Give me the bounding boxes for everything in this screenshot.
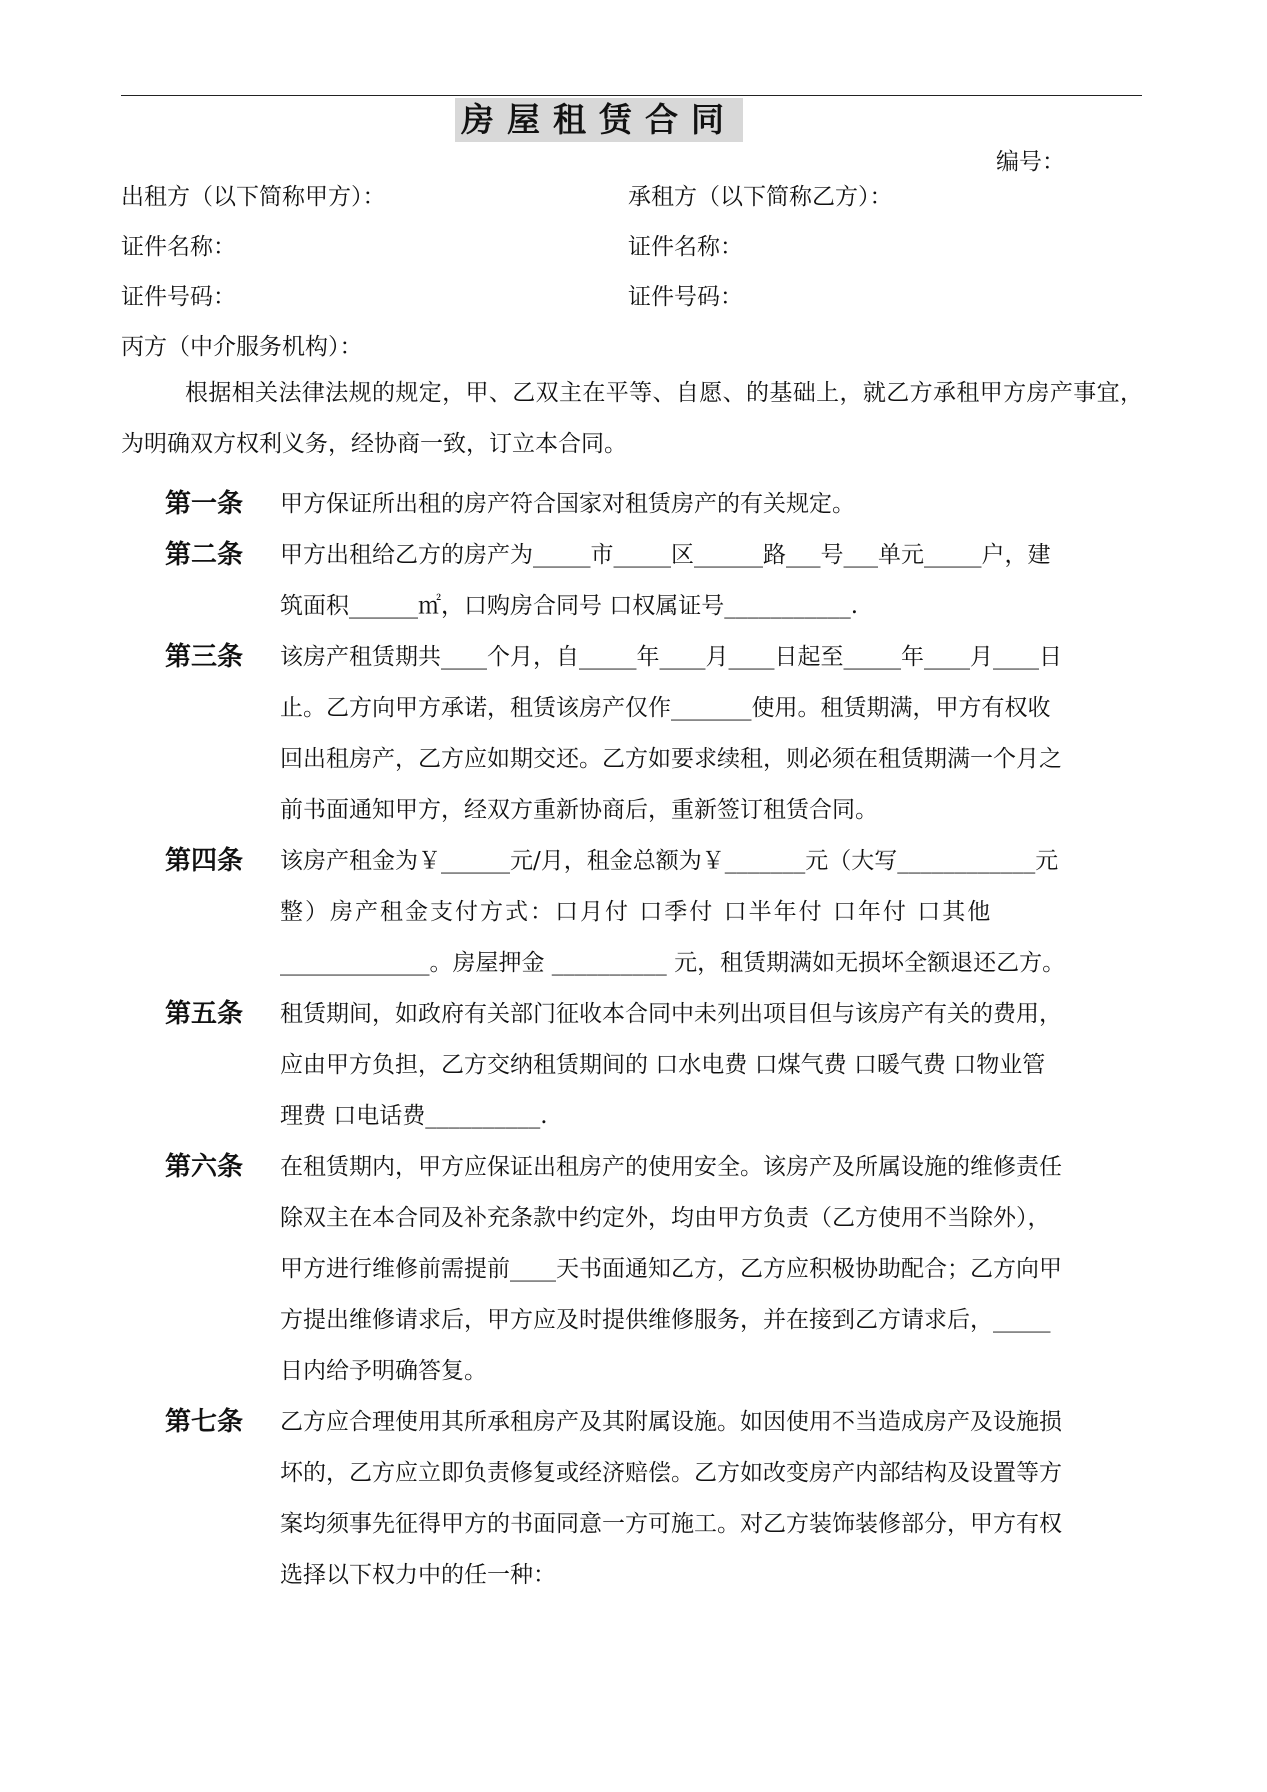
article-line: 在租赁期内，甲方应保证出租房产的使用安全。该房产及所属设施的维修责任 bbox=[280, 1154, 1062, 1180]
party-b-id-name: 证件名称： bbox=[628, 234, 743, 260]
article-line: 坏的，乙方应立即负责修复或经济赔偿。乙方如改变房产内部结构及设置等方 bbox=[280, 1460, 1062, 1486]
article-5 bbox=[165, 989, 1143, 1142]
article-line: 乙方应合理使用其所承租房产及其附属设施。如因使用不当造成房产及设施损 bbox=[280, 1409, 1062, 1435]
article-line: 方提出维修请求后，甲方应及时提供维修服务，并在接到乙方请求后，_____ bbox=[280, 1307, 1051, 1333]
article-line: 案均须事先征得甲方的书面同意一方可施工。对乙方装饰装修部分，甲方有权 bbox=[280, 1511, 1062, 1537]
article-line: 甲方保证所出租的房产符合国家对租赁房产的有关规定。 bbox=[280, 491, 855, 517]
party-a-id-number: 证件号码： bbox=[121, 284, 236, 310]
article-label: 第三条 bbox=[165, 642, 244, 672]
article-line: _____________。房屋押金 __________ 元，租赁期满如无损坏全额退还乙方。 bbox=[280, 950, 1066, 976]
article-body bbox=[280, 530, 1143, 632]
article-line: 除双主在本合同及补充条款中约定外，均由甲方负责（乙方使用不当除外）， bbox=[280, 1205, 1051, 1231]
party-c-label: 丙方（中介服务机构）： bbox=[121, 334, 363, 360]
article-2 bbox=[165, 530, 1143, 632]
article-body bbox=[280, 1142, 1143, 1397]
article-body bbox=[280, 632, 1143, 836]
article-line: 该房产租赁期共____个月，自_____年____月____日起至_____年____月____日 bbox=[280, 644, 1062, 670]
serial-number-label: 编号： bbox=[996, 149, 1065, 175]
article-line: 该房产租金为￥______元/月，租金总额为￥_______元（大写____________元 bbox=[280, 848, 1059, 874]
article-label: 第一条 bbox=[165, 489, 244, 519]
article-4 bbox=[165, 836, 1143, 989]
article-body bbox=[280, 479, 1143, 530]
party-b-id-number: 证件号码： bbox=[628, 284, 743, 310]
article-line: 回出租房产，乙方应如期交还。乙方如要求续租，则必须在租赁期满一个月之 bbox=[280, 746, 1062, 772]
article-line: 日内给予明确答复。 bbox=[280, 1358, 487, 1384]
article-3 bbox=[165, 632, 1143, 836]
page-title: 房屋租赁合同 bbox=[455, 98, 743, 142]
intro-paragraph: 根据相关法律法规的规定，甲、乙双主在平等、自愿、的基础上，就乙方承租甲方房产事宜，为明确双方权利义务，经协商一致，订立本合同。 bbox=[121, 380, 1143, 457]
party-b-label: 承租方（以下简称乙方）： bbox=[628, 184, 893, 210]
article-line: 租赁期间，如政府有关部门征收本合同中未列出项目但与该房产有关的费用， bbox=[280, 1001, 1062, 1027]
article-line: 前书面通知甲方，经双方重新协商后，重新签订租赁合同。 bbox=[280, 797, 878, 823]
article-body bbox=[280, 836, 1143, 989]
top-rule bbox=[121, 95, 1142, 96]
article-label: 第六条 bbox=[165, 1152, 244, 1182]
article-line: 理费 口电话费__________. bbox=[280, 1103, 548, 1129]
article-line: 筑面积______㎡，口购房合同号 口权属证号___________. bbox=[280, 593, 859, 619]
article-line: 应由甲方负担，乙方交纳租赁期间的 口水电费 口煤气费 口暖气费 口物业管 bbox=[280, 1052, 1046, 1078]
party-a-id-name: 证件名称： bbox=[121, 234, 236, 260]
article-line: 选择以下权力中的任一种： bbox=[280, 1562, 556, 1588]
article-line: 甲方出租给乙方的房产为_____市_____区______路___号___单元_____户，建 bbox=[280, 542, 1051, 568]
article-label: 第四条 bbox=[165, 846, 244, 876]
article-line: 甲方进行维修前需提前____天书面通知乙方，乙方应积极协助配合；乙方向甲 bbox=[280, 1256, 1062, 1282]
article-body bbox=[280, 1397, 1143, 1601]
party-a-label: 出租方（以下简称甲方）： bbox=[121, 184, 386, 210]
article-label: 第五条 bbox=[165, 999, 244, 1029]
article-line: 止。乙方向甲方承诺，租赁该房产仅作_______使用。租赁期满，甲方有权收 bbox=[280, 695, 1051, 721]
article-line: 整）房产租金支付方式：口月付 口季付 口半年付 口年付 口其他 bbox=[280, 899, 993, 925]
article-1 bbox=[165, 479, 1143, 530]
article-6 bbox=[165, 1142, 1143, 1397]
article-label: 第二条 bbox=[165, 540, 244, 570]
article-body bbox=[280, 989, 1143, 1142]
article-7 bbox=[165, 1397, 1143, 1601]
article-label: 第七条 bbox=[165, 1407, 244, 1437]
